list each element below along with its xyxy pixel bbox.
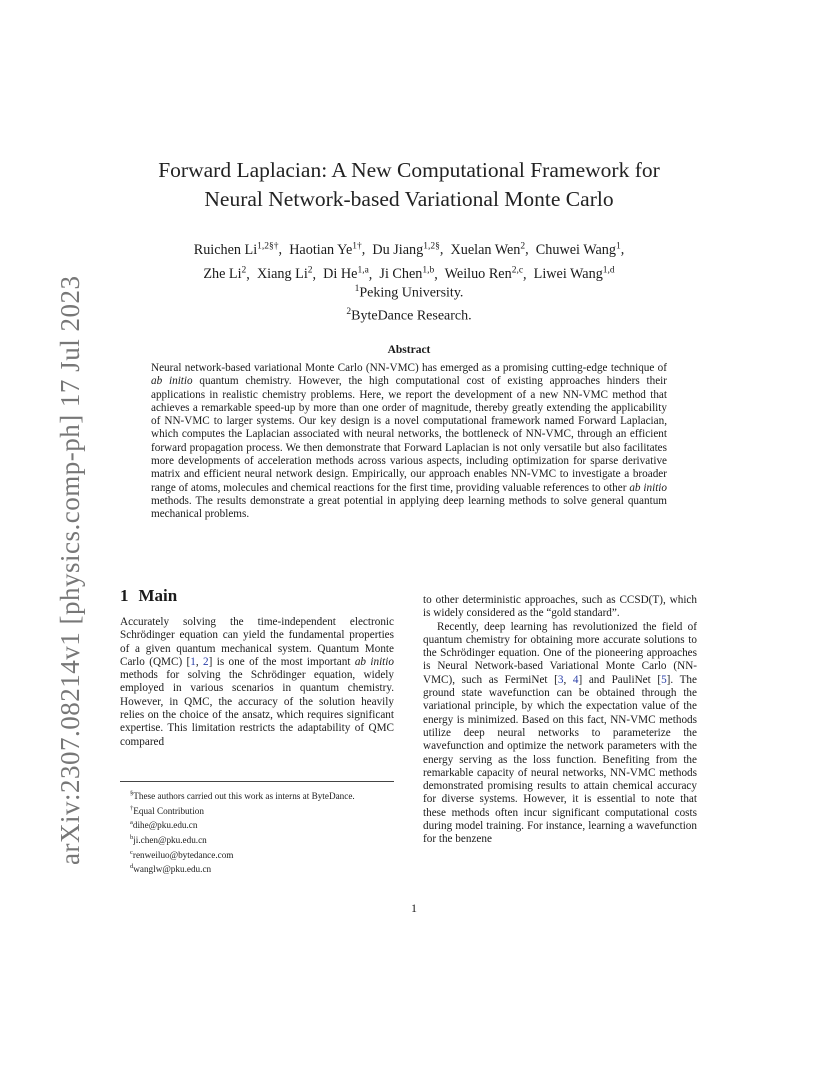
author: Xiang Li$^2$ [256, 265, 313, 283]
citation-link[interactable]: 4 [572, 673, 579, 686]
paragraph: Recently, deep learning has revolutionized the field of quantum chemistry for obtaining more accurate solutions to the Schrödinger equation. One of the pioneering approaches is Neural Network-based Variational Monte Carlo (NN-VMC), such as FermiNet [3, 4] and PauliNet [5]. The ground state wavefunction can be obtained through the variational principle, by which the expectation value of the energy is minimized. Based on this fact, NN-VMC methods utilize deep neural networks to parameterize the wavefunction and optimize the network parameters with the energy serving as the loss function. Benefiting from the remarkable capacity of neural networks, NN-VMC methods demonstrated promising results to attain chemical accuracy for diverse systems. However, it is essential to note that these methods often incur significant computational costs during model training. For instance, learning a wavefunction for the benzene [423, 620, 697, 846]
author: Du Jiang$^{1,2\S}$ [372, 241, 440, 258]
title-line-2: Neural Network-based Variational Monte Carlo [204, 187, 614, 211]
author: Xuelan Wen$^2$ [450, 241, 526, 258]
footnote-divider [120, 781, 394, 782]
author: Ji Chen$^{1,b}$ [379, 265, 435, 283]
author: Ruichen $Li^{1,2\S\dagger}$ [193, 241, 279, 258]
author-list [120, 236, 698, 285]
left-column [120, 616, 394, 749]
arxiv-identifier: arXiv:2307.08214v1 [physics.comp-ph] 17 Jul 2023 [55, 275, 85, 865]
section-heading: 1 Main [120, 586, 178, 605]
paper-title [120, 156, 698, 214]
citation-link[interactable]: 1 [190, 655, 196, 668]
citation-link[interactable]: 2 [203, 655, 209, 668]
footnotes [120, 788, 394, 876]
footnote: $^d$wanglw@pku.edu.cn [130, 863, 212, 875]
footnote: $^a$dihe@pku.edu.cn [130, 819, 198, 831]
affiliation: $^1$Peking University. [354, 284, 464, 301]
page-number: 1 [411, 901, 417, 915]
title-line-1: Forward Laplacian: A New Computational Framework for [158, 158, 660, 182]
footnote: †Equal Contribution [130, 804, 204, 816]
author: Di He$^{1,a}$ [323, 265, 369, 283]
author-line-1: Ruichen $Li^{1,2\S\dagger}$, Haotian $Ye^{1\dagger}$, Du Jiang$^{1,2\S}$, Xuelan Wen$^2$, Chuwei Wang$^1$, [193, 241, 625, 258]
author: Weiluo Ren$^{2,c}$ [444, 265, 524, 283]
author: Liwei Wang$^{1,d}$ [533, 265, 615, 283]
abstract-body: Neural network-based variational Monte Carlo (NN-VMC) has emerged as a promising cutting-edge technique of ab initio quantum chemistry. However, the high computational cost of existing approaches hinders their applications in realistic chemistry problems. Here, we report the development of a new NN-VMC method that achieves a remarkable speed-up by more than one order of magnitude, thereby greatly extending the applicability of NN-VMC to larger systems. Our key design is a novel computational framework named Forward Laplacian, which computes the Laplacian associated with neural networks, the bottleneck of NN-VMC, through an efficient forward propagation process. We then demonstrate that Forward Laplacian is not only versatile but also facilitates more developments of acceleration methods across various aspects, including optimization for sparse derivative matrix and efficient neural network design. Empirically, our approach enables NN-VMC to investigate a broader range of atoms, molecules and chemical reactions for the first time, providing valuable references to other ab initio methods. The results demonstrate a great potential in applying deep learning methods to solve general quantum mechanical problems. [151, 362, 668, 521]
author: Zhe Li$^2$ [203, 265, 247, 283]
footnote: $^b$ji.chen@pku.edu.cn [130, 833, 207, 846]
paragraph: to other deterministic approaches, such as CCSD(T), which is widely considered as the “gold standard”. [423, 594, 697, 620]
abstract-heading: Abstract [387, 344, 431, 356]
paragraph: Accurately solving the time-independent electronic Schrödinger equation can yield the fundamental properties of a given quantum mechanical system. Quantum Monte Carlo (QMC) [1, 2] is one of the most important ab initio methods for solving the Schrödinger equation, widely employed in various scenarios in quantum chemistry. However, in QMC, the accuracy of the solution heavily relies on the choice of the ansatz, which requires significant expertise. This limitation restricts the adaptability of QMC compared [120, 616, 394, 748]
author: Haotian $Ye^{1\dagger}$ [289, 241, 362, 258]
affiliation: $^2$ByteDance Research. [346, 306, 472, 324]
author: Chuwei Wang$^1$ [535, 241, 621, 258]
right-column [423, 594, 697, 847]
affiliations [120, 280, 698, 325]
citation-link[interactable]: 5 [661, 673, 667, 686]
citation-link[interactable]: 3 [557, 673, 564, 686]
footnote: §These authors carried out this work as interns at ByteDance. [130, 790, 355, 802]
author-line-2: Zhe Li$^2$, Xiang Li$^2$, Di He$^{1,a}$, Ji Chen$^{1,b}$, Weiluo Ren$^{2,c}$, Liwei Wang$^{1,d}$ [203, 265, 615, 283]
footnote: $^c$renweiluo@bytedance.com [130, 848, 234, 860]
